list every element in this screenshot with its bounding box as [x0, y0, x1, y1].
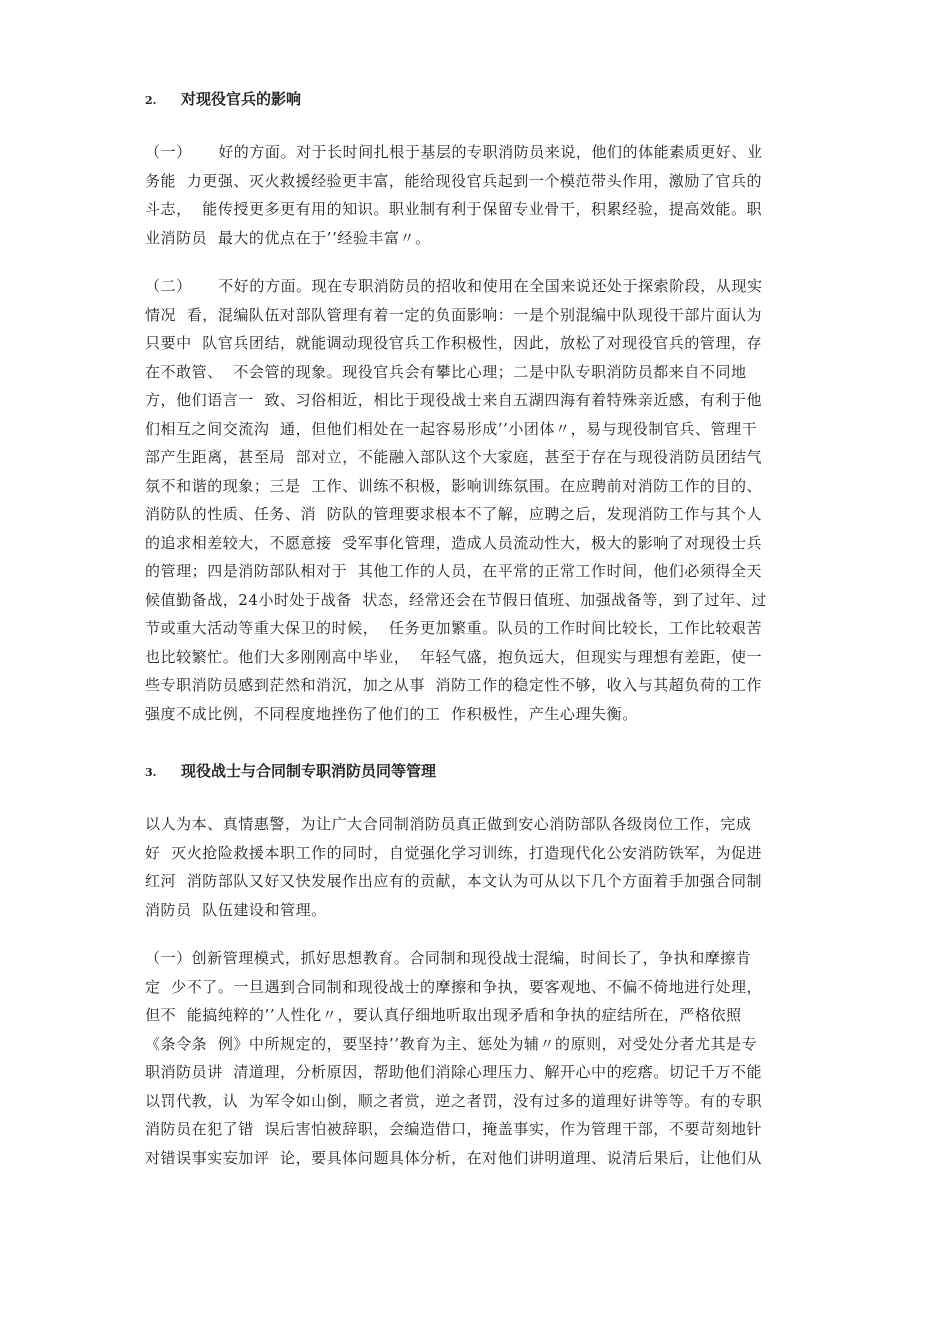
text-line: 方，他们语言一 致、习俗相近，相比于现役战士来自五湖四海有着特殊亲近感，有利于他	[145, 391, 763, 409]
text-line: （二） 不好的方面。现在专职消防员的招收和使用在全国来说还处于探索阶段，从现实	[145, 277, 763, 295]
document-page	[145, 88, 825, 1192]
text-line: 的追求相差较大，不愿意接 受军事化管理，造成人员流动性大，极大的影响了对现役士兵	[145, 533, 763, 552]
section-number: 2.	[145, 94, 157, 107]
paragraph-good-aspects	[145, 138, 825, 252]
section-heading-2	[145, 88, 825, 112]
text-line: 消防员 队伍建设和管理。	[145, 900, 327, 919]
paragraph-management-mode	[145, 944, 825, 1172]
paragraph-intro	[145, 810, 825, 924]
text-line: 强度不成比例，不同程度地挫伤了他们的工 作积极性，产生心理失衡。	[145, 704, 638, 723]
text-line: 情况 看，混编队伍对部队管理有着一定的负面影响：一是个别混编中队现役干部片面认为	[145, 305, 763, 324]
text-line: 对错误事实妄加评 论，要具体问题具体分析，在对他们讲明道理、说清后果后，让他们从	[145, 1148, 763, 1167]
text-line: 定 少不了。一旦遇到合同制和现役战士的摩擦和争执，要客观地、不偏不倚地进行处理，	[145, 977, 763, 996]
text-line: 《条令条 例》中所规定的，要坚持’’教育为主、惩处为辅〃的原则，对受处分者尤其是专	[145, 1034, 758, 1053]
section-heading-3	[145, 760, 825, 784]
text-line: 只要中 队官兵团结，就能调动现役官兵工作积极性，因此，放松了对现役官兵的管理，存	[145, 334, 763, 352]
text-line: 斗志， 能传授更多更有用的知识。职业制有利于保留专业骨干，积累经验，提高效能。职	[145, 200, 763, 218]
text-line: 氛不和谐的现象；三是 工作、训练不积极，影响训练氛围。在应聘前对消防工作的目的、	[145, 476, 763, 495]
text-line: 职消防员讲 清道理，分析原因，帮助他们消除心理压力、解开心中的疙瘩。切记千万不能	[145, 1063, 763, 1081]
section-number: 3.	[145, 766, 157, 779]
text-line: 红河 消防部队又好又快发展作出应有的贡献，本文认为可从以下几个方面着手加强合同制	[145, 872, 763, 890]
text-line: 也比较繁忙。他们大多刚刚高中毕业， 年轻气盛，抱负远大，但现实与理想有差距，使一	[145, 647, 763, 666]
section-title: 现役战士与合同制专职消防员同等管理	[181, 762, 437, 780]
text-line: 消防员在犯了错 误后害怕被辞职，会编造借口，掩盖事实，作为管理干部，不要苛刻地针	[145, 1120, 763, 1138]
text-line: 们相互之间交流沟 通，但他们相处在一起容易形成’’小团体〃，易与现役制官兵、管理干	[145, 419, 758, 438]
text-line: 候值勤备战，24小时处于战备 状态，经常还会在节假日值班、加强战备等，到了过年、过	[145, 590, 767, 609]
text-line: 以人为本、真情惠警，为让广大合同制消防员真正做到安心消防部队各级岗位工作，完成	[145, 815, 752, 833]
section-title: 对现役官兵的影响	[181, 90, 302, 108]
text-line: 部产生距离，甚至局 部对立，不能融入部队这个大家庭，甚至于存在与现役消防员团结气	[145, 448, 763, 466]
text-line: 节或重大活动等重大保卫的时候， 任务更加繁重。队员的工作时间比较长，工作比较艰苦	[145, 619, 763, 637]
text-line: （一）创新管理模式，抓好思想教育。合同制和现役战士混编，时间长了，争执和摩擦肯	[145, 949, 752, 967]
text-line: （一） 好的方面。对于长时间扎根于基层的专职消防员来说，他们的体能素质更好、业	[145, 143, 763, 161]
text-line: 的管理；四是消防部队相对于 其他工作的人员，在平常的正常工作时间，他们必须得全天	[145, 562, 763, 580]
text-line: 些专职消防员感到茫然和消沉，加之从事 消防工作的稳定性不够，收入与其超负荷的工作	[145, 676, 763, 694]
text-line: 务能 力更强、灭火救援经验更丰富，能给现役官兵起到一个模范带头作用，激励了官兵的	[145, 171, 763, 190]
text-line: 业消防员 最大的优点在于’’经验丰富〃。	[145, 228, 431, 247]
text-line: 在不敢管、 不会管的现象。现役官兵会有攀比心理；二是中队专职消防员都来自不同地	[145, 362, 747, 381]
text-line: 以罚代教，认 为军令如山倒，顺之者赏，逆之者罚，没有过多的道理好讲等等。有的专职	[145, 1091, 763, 1110]
paragraph-bad-aspects	[145, 272, 825, 728]
text-line: 好 灭火抢险救援本职工作的同时，自觉强化学习训练，打造现代化公安消防铁军，为促进	[145, 843, 763, 862]
text-line: 消防队的性质、任务、消 防队的管理要求根本不了解，应聘之后，发现消防工作与其个人	[145, 505, 763, 523]
text-line: 但不 能搞纯粹的’’人性化〃，要认真仔细地听取出现矛盾和争执的症结所在，严格依照	[145, 1006, 742, 1024]
